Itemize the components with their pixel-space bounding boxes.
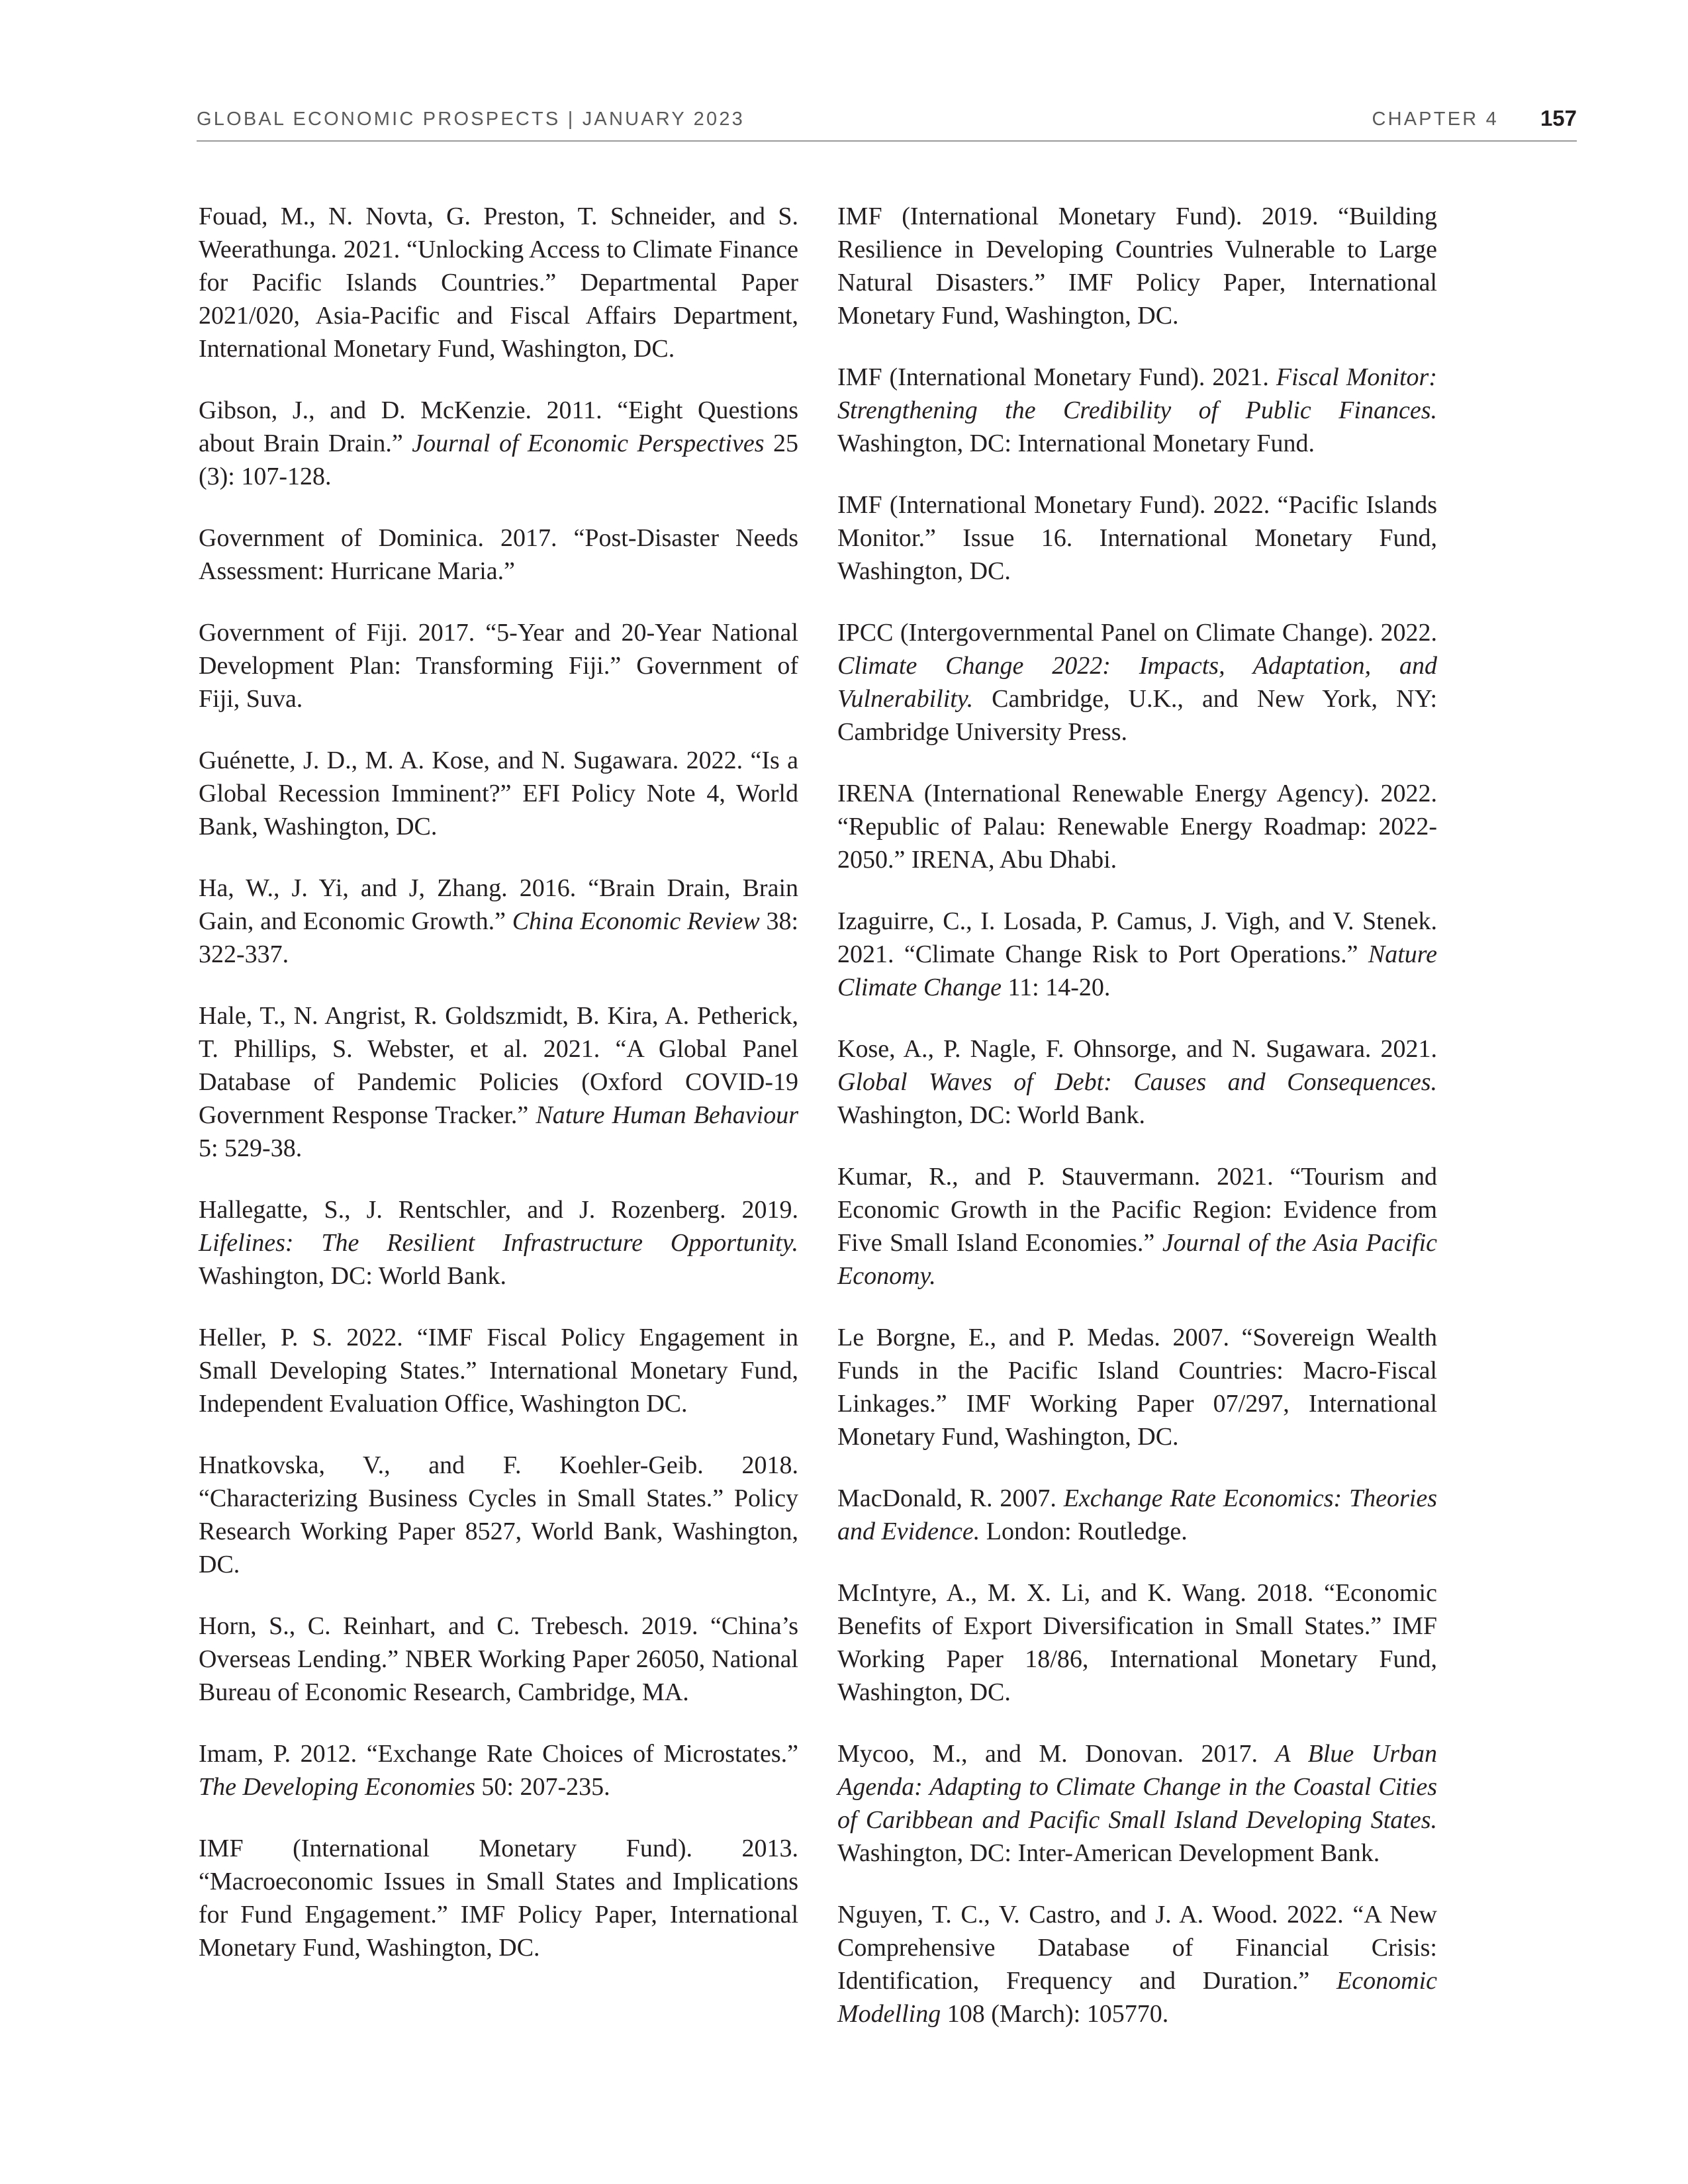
reference-entry — [199, 1610, 798, 1709]
reference-text: Gibson, J., and D. McKenzie. 2011. “Eight Questions about Brain Drain.” — [199, 396, 798, 457]
reference-italic-title: Fiscal Monitor: Strengthening the Credibility of Public Finances. — [837, 363, 1437, 424]
reference-italic-title: Economic Modelling — [837, 1967, 1437, 2028]
reference-text: IPCC (Intergovernmental Panel on Climate Change). 2022. — [837, 619, 1437, 647]
reference-text: Hnatkovska, V., and F. Koehler-Geib. 2018. “Characterizing Business Cycles in Small States.” Policy Research Working Paper 8527, World Bank, Washington, DC. — [199, 1451, 798, 1578]
reference-text: Kumar, R., and P. Stauvermann. 2021. “Tourism and Economic Growth in the Pacific Region: Evidence from Five Small Island Economies.” — [837, 1163, 1437, 1257]
reference-text: IMF (International Monetary Fund). 2021. — [837, 363, 1276, 391]
reference-text: Government of Dominica. 2017. “Post-Disaster Needs Assessment: Hurricane Maria.” — [199, 524, 798, 585]
reference-text: Horn, S., C. Reinhart, and C. Trebesch. 2019. “China’s Overseas Lending.” NBER Working Paper 26050, National Bureau of Economic Research, Cambridge, MA. — [199, 1612, 798, 1706]
reference-text: IMF (International Monetary Fund). 2019. “Building Resilience in Developing Countries Vulnerable to Large Natural Disasters.” IMF Policy Paper, International Monetary Fund, Washington, DC. — [837, 203, 1437, 330]
reference-text: Izaguirre, C., I. Losada, P. Camus, J. Vigh, and V. Stenek. 2021. “Climate Change Risk to Port Operations.” — [837, 907, 1437, 968]
reference-entry — [837, 361, 1437, 460]
reference-entry — [199, 872, 798, 971]
reference-text: Kose, A., P. Nagle, F. Ohnsorge, and N. Sugawara. 2021. — [837, 1035, 1437, 1063]
reference-text: Government of Fiji. 2017. “5-Year and 20-Year National Development Plan: Transforming Fiji.” Government of Fiji, Suva. — [199, 619, 798, 713]
reference-entry — [199, 1737, 798, 1803]
reference-entry — [837, 1737, 1437, 1870]
chapter-label: CHAPTER 4 — [1372, 109, 1499, 130]
reference-entry — [199, 1832, 798, 1964]
reference-italic-title: Journal of Economic Perspectives — [412, 430, 765, 457]
references-right-column — [837, 200, 1437, 2059]
reference-text-tail: London: Routledge. — [980, 1518, 1188, 1545]
reference-entry — [837, 1576, 1437, 1709]
reference-italic-title: Nature Climate Change — [837, 940, 1437, 1001]
reference-italic-title: Climate Change 2022: Impacts, Adaptation, and Vulnerability. — [837, 652, 1437, 713]
reference-text-tail: 5: 529-38. — [199, 1134, 303, 1162]
reference-text: McIntyre, A., M. X. Li, and K. Wang. 2018. “Economic Benefits of Export Diversification in Small States.” IMF Working Paper 18/86, International Monetary Fund, Washington, DC. — [837, 1579, 1437, 1706]
reference-italic-title: The Developing Economies — [199, 1773, 475, 1801]
reference-text: Hale, T., N. Angrist, R. Goldszmidt, B. Kira, A. Petherick, T. Phillips, S. Webster, et al. 2021. “A Global Panel Database of Pandemic Policies (Oxford COVID-19 Government Response Tracker.” — [199, 1002, 798, 1129]
reference-italic-title: Lifelines: The Resilient Infrastructure Opportunity. — [199, 1229, 798, 1257]
reference-text: IMF (International Monetary Fund). 2013. “Macroeconomic Issues in Small States and Implications for Fund Engagement.” IMF Policy Paper, International Monetary Fund, Washington, DC. — [199, 1835, 798, 1962]
reference-entry — [199, 200, 798, 365]
reference-text-tail: Washington, DC: World Bank. — [199, 1262, 506, 1290]
reference-text: Fouad, M., N. Novta, G. Preston, T. Schneider, and S. Weerathunga. 2021. “Unlocking Access to Climate Finance for Pacific Islands Countries.” Departmental Paper 2021/020, Asia-Pacific and Fiscal Affairs Department, International Monetary Fund, Washington, DC. — [199, 203, 798, 363]
reference-entry — [199, 616, 798, 715]
reference-text: Hallegatte, S., J. Rentschler, and J. Rozenberg. 2019. — [199, 1196, 798, 1224]
publication-title: GLOBAL ECONOMIC PROSPECTS | JANUARY 2023 — [197, 109, 745, 130]
reference-entry — [199, 744, 798, 843]
reference-entry — [199, 1321, 798, 1420]
reference-entry — [837, 777, 1437, 876]
reference-text: MacDonald, R. 2007. — [837, 1484, 1064, 1512]
page-number: 157 — [1540, 106, 1577, 130]
reference-text: Le Borgne, E., and P. Medas. 2007. “Sovereign Wealth Funds in the Pacific Island Countries: Macro-Fiscal Linkages.” IMF Working Paper 07/297, International Monetary Fund, Washington, DC. — [837, 1324, 1437, 1451]
reference-entry — [837, 905, 1437, 1004]
reference-text: IRENA (International Renewable Energy Agency). 2022. “Republic of Palau: Renewable Energy Roadmap: 2022-2050.” IRENA, Abu Dhabi. — [837, 780, 1437, 874]
reference-italic-title: Journal of the Asia Pacific Economy. — [837, 1229, 1437, 1290]
reference-text: Nguyen, T. C., V. Castro, and J. A. Wood. 2022. “A New Comprehensive Database of Financial Crisis: Identification, Frequency and Duration.” — [837, 1901, 1437, 1995]
reference-italic-title: Global Waves of Debt: Causes and Consequences. — [837, 1068, 1437, 1096]
reference-text-tail: Washington, DC: World Bank. — [837, 1101, 1145, 1129]
reference-italic-title: China Economic Review — [512, 907, 760, 935]
reference-entry — [837, 200, 1437, 332]
reference-text-tail: 50: 207-235. — [475, 1773, 610, 1801]
reference-text-tail: 38: 322-337. — [199, 907, 799, 968]
reference-text-tail: Washington, DC: Inter-American Development Bank. — [837, 1839, 1380, 1867]
reference-text: Ha, W., J. Yi, and J, Zhang. 2016. “Brain Drain, Brain Gain, and Economic Growth.” — [199, 874, 798, 935]
reference-entry — [199, 394, 798, 493]
page-header — [197, 106, 1577, 142]
reference-entry — [199, 522, 798, 588]
reference-entry — [199, 999, 798, 1165]
reference-entry — [199, 1193, 798, 1293]
reference-text: Imam, P. 2012. “Exchange Rate Choices of Microstates.” — [199, 1740, 798, 1768]
reference-italic-title: Exchange Rate Economics: Theories and Evidence. — [837, 1484, 1437, 1545]
reference-text-tail: 108 (March): 105770. — [941, 2000, 1169, 2028]
reference-text: Guénette, J. D., M. A. Kose, and N. Sugawara. 2022. “Is a Global Recession Imminent?” EFI Policy Note 4, World Bank, Washington, DC. — [199, 747, 798, 841]
reference-text-tail: Washington, DC: International Monetary Fund. — [837, 430, 1315, 457]
reference-italic-title: Nature Human Behaviour — [536, 1101, 798, 1129]
references-left-column — [199, 200, 798, 1993]
reference-entry — [837, 616, 1437, 749]
reference-text: IMF (International Monetary Fund). 2022. “Pacific Islands Monitor.” Issue 16. International Monetary Fund, Washington, DC. — [837, 491, 1437, 585]
reference-entry — [837, 488, 1437, 588]
reference-entry — [837, 1321, 1437, 1453]
reference-text-tail: 25 (3): 107-128. — [199, 430, 799, 490]
reference-text-tail: 11: 14-20. — [1002, 974, 1111, 1001]
reference-entry — [199, 1449, 798, 1581]
reference-text: Mycoo, M., and M. Donovan. 2017. — [837, 1740, 1276, 1768]
reference-italic-title: A Blue Urban Agenda: Adapting to Climate Change in the Coastal Cities of Caribbean and Pacific Small Island Developing States. — [837, 1740, 1437, 1834]
reference-entry — [837, 1160, 1437, 1293]
reference-text-tail: Cambridge, U.K., and New York, NY: Cambridge University Press. — [837, 685, 1437, 746]
reference-entry — [837, 1898, 1437, 2030]
reference-entry — [837, 1032, 1437, 1132]
reference-entry — [837, 1482, 1437, 1548]
reference-text: Heller, P. S. 2022. “IMF Fiscal Policy Engagement in Small Developing States.” International Monetary Fund, Independent Evaluation Office, Washington DC. — [199, 1324, 798, 1418]
